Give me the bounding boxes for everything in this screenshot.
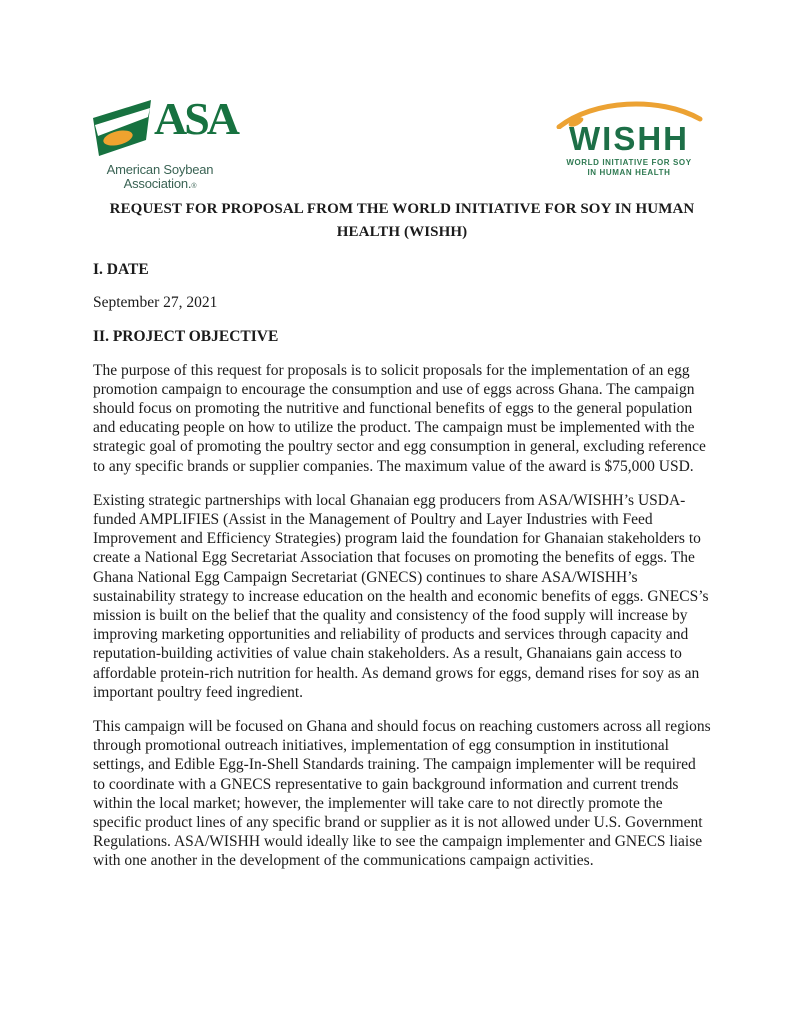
wishh-tagline-line2: IN HUMAN HEALTH [587,168,671,177]
asa-acronym: ASA [154,93,238,144]
registered-trademark-icon: ® [191,183,197,190]
wishh-tagline-line1: WORLD INITIATIVE FOR SOY [566,158,692,167]
objective-paragraph-1: The purpose of this request for proposals is to solicit proposals for the implementation of an egg promotion campaign to encourage the consumption and use of eggs across Ghana. The campaign should focus on promoting the nutritive and functional benefits of eggs to the general population and educating people on how to utilize the product. The campaign must be implemented with the strategic goal of promoting the poultry sector and egg consumption in general, excluding reference to any specific brands or supplier companies. The maximum value of the award is $75,000 USD. [93,361,706,475]
wishh-logo [549,95,709,178]
asa-org-name-line2: Association.® [123,176,197,191]
objective-paragraph-2: Existing strategic partnerships with local Ghanaian egg producers from ASA/WISHH’s USDA-funded AMPLIFIES (Assist in the Management of Poultry and Layer Industries with Feed Improvement and Efficiency Strategies) program laid the foundation for Ghanaian stakeholders to create a National Egg Secretariat Association that focuses on promoting the benefits of eggs. The Ghana National Egg Campaign Secretariat (GNECS) continues to share ASA/WISHH’s sustainability strategy to increase education on the health and economic benefits of eggs. GNECS’s mission is built on the belief that the quality and consistency of the food supply will increase by improving marketing opportunities and reliability of products and services through capacity and reputation-building activities of value chain stakeholders. As a result, Ghanaians gain access to affordable protein-rich nutrition for health. As demand grows for eggs, demand rises for soy as an important poultry feed ingredient. [93,491,709,701]
wishh-acronym: WISHH [569,120,689,157]
document-title [93,198,711,244]
objective-paragraph-3: This campaign will be focused on Ghana and should focus on reaching customers across all regions through promotional outreach initiatives, implementation of egg consumption in institutional settings, and Edible Egg-In-Shell Standards training. The campaign implementer will be required to coordinate with a GNECS representative to gain background information and current trends within the local market; however, the implementer will take care to not directly promote the specific product lines of any specific brand or supplier as it is not allowed under U.S. Government Regulations. ASA/WISHH would ideally like to see the campaign implementer and GNECS liaise with one another in the development of the communications campaign activities. [93,718,711,870]
section-heading-date: I. DATE [93,261,149,278]
asa-org-name [93,163,227,194]
wishh-tagline [549,158,709,178]
asa-logo-mark [93,93,238,162]
asa-org-name-line1: American Soybean [106,162,214,177]
asa-logo [93,93,238,194]
document-title-line2: HEALTH (WISHH) [336,224,468,240]
document-title-line1: REQUEST FOR PROPOSAL FROM THE WORLD INITIATIVE FOR SOY IN HUMAN [109,201,695,217]
date-value: September 27, 2021 [93,294,218,312]
document-content [93,198,711,886]
asa-flag-soybean-icon [93,99,153,162]
section-heading-project-objective: II. PROJECT OBJECTIVE [93,328,279,346]
